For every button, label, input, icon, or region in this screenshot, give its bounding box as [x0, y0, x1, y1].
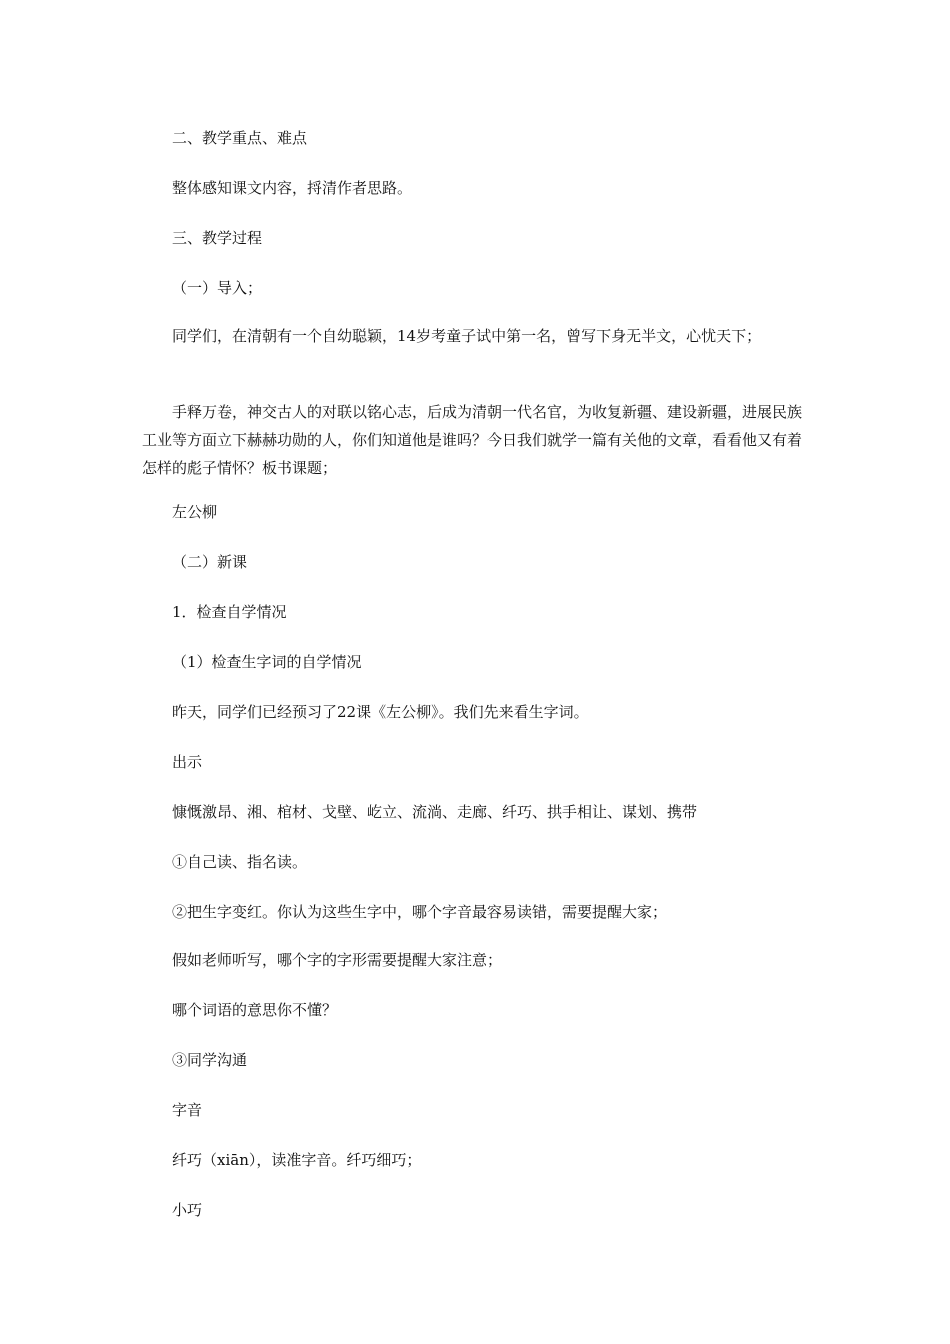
- paragraph-introduction-2: 手释万卷，神交古人的对联以铭心志，后成为清朝一代名官，为收复新疆、建设新疆，进展民族工业等方面立下赫赫功勋的人，你们知道他是谁吗？今日我们就学一篇有关他的文章，看看他又有着怎样的彪子情怀？板书课题；: [142, 403, 803, 477]
- activity-student-discussion: ③同学沟通: [172, 1051, 248, 1069]
- subheading-new-lesson: （二）新课: [172, 553, 248, 571]
- label-pronunciation: 字音: [172, 1101, 203, 1119]
- pronunciation-note: 纤巧（xiān），读准字音。纤巧细巧；: [172, 1151, 422, 1169]
- step-check-self-study: 1．检查自学情况: [172, 603, 287, 621]
- activity-read-aloud: ①自己读、指名读。: [172, 853, 308, 871]
- vocabulary-list: 慷慨激昂、湘、棺材、戈壁、屹立、流淌、走廊、纤巧、拱手相让、谋划、携带: [172, 803, 698, 821]
- label-display: 出示: [172, 753, 203, 771]
- step-check-vocabulary: （1）检查生字词的自学情况: [172, 653, 362, 671]
- question-word-meaning: 哪个词语的意思你不懂？: [172, 1001, 338, 1019]
- activity-highlight-characters: ②把生字变红。你认为这些生字中，哪个字音最容易读错，需要提醒大家；: [172, 903, 668, 921]
- paragraph-preview-note: 昨天，同学们已经预习了22课《左公柳》。我们先来看生字词。: [172, 703, 589, 721]
- paragraph-key-points-content: 整体感知课文内容，捋清作者思路。: [172, 179, 413, 197]
- subheading-introduction: （一）导入；: [172, 279, 263, 297]
- lesson-title: 左公柳: [172, 503, 218, 521]
- section-heading-teaching-process: 三、教学过程: [172, 229, 263, 247]
- paragraph-introduction-1: 同学们，在清朝有一个自幼聪颖，14岁考童子试中第一名，曾写下身无半文，心忧天下；: [172, 327, 762, 345]
- section-heading-key-points: 二、教学重点、难点: [172, 129, 308, 147]
- question-dictation: 假如老师听写，哪个字的字形需要提醒大家注意；: [172, 951, 503, 969]
- word-xiaoqiao: 小巧: [172, 1201, 203, 1219]
